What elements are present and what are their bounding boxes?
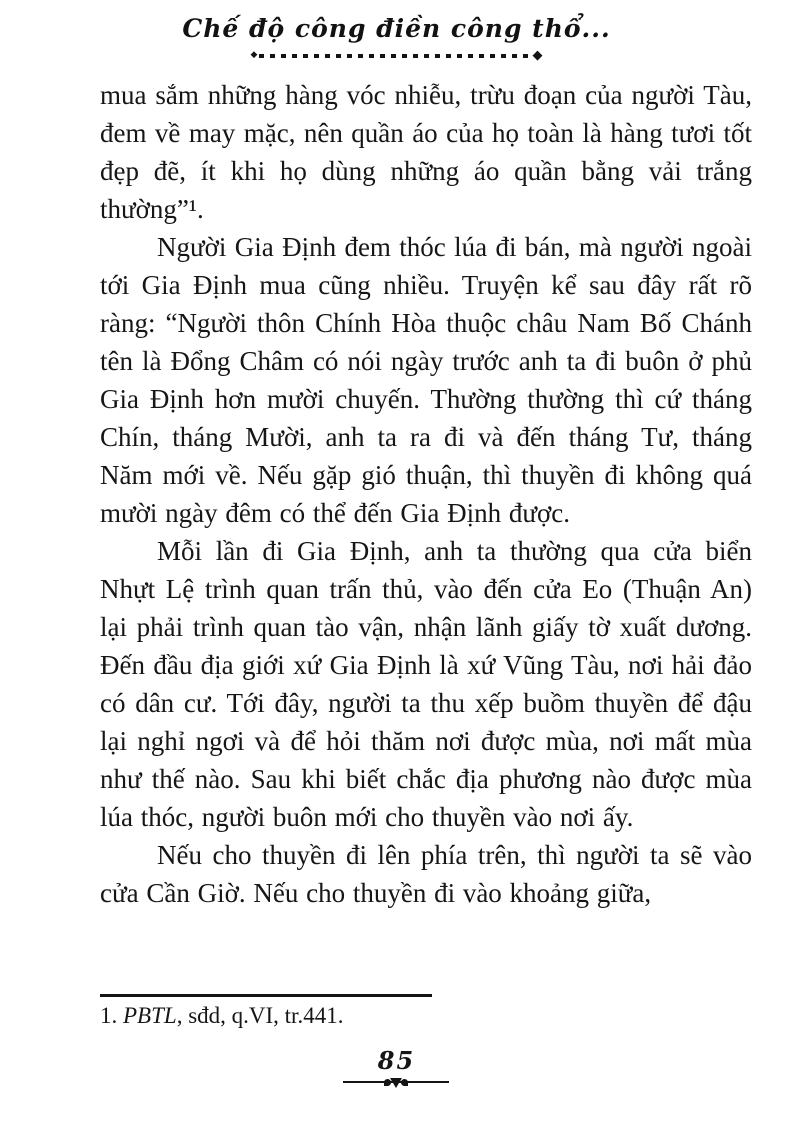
footnote-area — [100, 994, 752, 1030]
footer-fleuron-ornament-icon — [390, 1078, 402, 1088]
header-dashed-rule — [251, 49, 543, 62]
footnote-work-title: PBTL — [123, 1003, 177, 1028]
rule-left-diamond-icon: ◆ — [250, 50, 258, 60]
footnote-marker: 1. — [100, 1003, 123, 1028]
page-header — [0, 14, 793, 62]
page-number: 85 — [377, 1046, 416, 1075]
footnote-detail: , sđd, q.VI, tr.441. — [176, 1003, 344, 1028]
dashed-line — [259, 54, 530, 58]
paragraph: Mỗi lần đi Gia Định, anh ta thường qua cửa biển Nhựt Lệ trình quan trấn thủ, vào đến cửa Eo (Thuận An) lại phải trình quan tào vận, nhận lãnh giấy tờ xuất dương. Đến đầu địa giới xứ Gia Định là xứ Vũng Tàu, nơi hải đảo có dân cư. Tới đây, người ta thu xếp buồm thuyền để đậu lại nghỉ ngơi và để hỏi thăm nơi được mùa, nơi mất mùa như thế nào. Sau khi biết chắc địa phương nào được mùa lúa thóc, người buôn mới cho thuyền vào nơi ấy. — [100, 536, 752, 832]
paragraph: Người Gia Định đem thóc lúa đi bán, mà người ngoài tới Gia Định mua cũng nhiều. Truyện kể sau đây rất rõ ràng: “Người thôn Chính Hòa thuộc châu Nam Bố Chánh tên là Đổng Châm có nói ngày trước anh ta đi buôn ở phủ Gia Định hơn mười chuyến. Thường thường thì cứ tháng Chín, tháng Mười, anh ta ra đi và đến tháng Tư, tháng Năm mới về. Nếu gặp gió thuận, thì thuyền đi không quá mười ngày đêm có thể đến Gia Định được. — [100, 232, 752, 528]
running-title: Chế độ công điền công thổ... — [182, 14, 611, 43]
footer-rule — [343, 1081, 449, 1083]
body-text — [100, 76, 752, 912]
footnote — [100, 1002, 752, 1030]
footnote-rule — [100, 994, 432, 997]
rule-right-diamond-icon: ◆ — [532, 48, 543, 63]
paragraph-continuation: mua sắm những hàng vóc nhiễu, trừu đoạn của người Tàu, đem về may mặc, nên quần áo của họ toàn là hàng tươi tốt đẹp đẽ, ít khi họ dùng những áo quần bằng vải trắng thường”¹. — [100, 80, 752, 224]
paragraph: Nếu cho thuyền đi lên phía trên, thì người ta sẽ vào cửa Cần Giờ. Nếu cho thuyền đi vào khoảng giữa, — [100, 840, 752, 908]
